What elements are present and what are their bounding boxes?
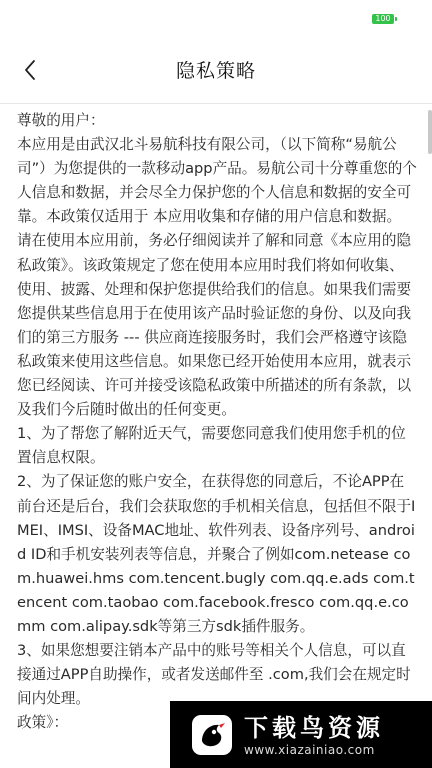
policy-tail-paragraph: 政策》： [17, 714, 69, 732]
site-watermark [170, 701, 432, 768]
scrollbar[interactable] [428, 110, 432, 154]
page-title: 隐私策略 [175, 60, 256, 82]
greeting-paragraph: 尊敬的用户： [17, 112, 105, 129]
watermark-url: www.xiazainiao.com [244, 742, 375, 757]
device-info-paragraph: 2、为了保证您的账户安全，在获得您的同意后，不论APP在前台还是后台，我们会获取您的手机相关信息，包括但不限于IMEI、IMSI、设备MAC地址、软件列表、设备序列号、android ID和手机安装列表等信息，并聚合了例如com.netease com.huawei.hms com.tencent.bugly com.qq.e.ads com.tencent com.taobao com.facebook.fresco com.qq.e.comm com.alipay.sdk等第三方sdk插件服务。 [17, 473, 416, 635]
consent-paragraph: 请在使用本应用前，务必仔细阅读并了解和同意《本应用的隐私政策》。该政策规定了您在使用本应用时我们将如何收集、使用、披露、处理和保护您提供给我们的信息。如果我们需要您提供某些信息用于在使用该产品时验证您的身份、以及向我们的第三方服务 --- 供应商连接服务时，我们会严格遵守该隐私政策来使用这些信息。如果您已经开始使用本应用，就表示您已经阅读、许可并接受该隐私政策中所描述的所有条款，以及我们今后随时做出的任何变更。 [17, 232, 412, 419]
watermark-text [244, 713, 384, 757]
watermark-title: 下载鸟资源 [244, 713, 384, 742]
status-bar [0, 0, 432, 36]
privacy-policy-content[interactable] [0, 104, 432, 768]
account-deletion-paragraph: 3、如果您想要注销本产品中的账号等相关个人信息，可以直接通过APP自助操作，或者发送邮件至 .com,我们会在规定时间内处理。 [17, 642, 411, 708]
bird-logo-icon [192, 715, 232, 755]
intro-paragraph: 本应用是由武汉北斗易航科技有限公司，（以下简称“易航公司”）为您提供的一款移动app产品。易航公司十分尊重您的个人信息和数据，并会尽全力保护您的个人信息和数据的安全可靠。本政策仅适用于 本应用收集和存储的用户信息和数据。 [17, 136, 417, 226]
location-paragraph: 1、为了帮您了解附近天气，需要您同意我们使用您手机的位置信息权限。 [17, 425, 406, 467]
navigation-bar [0, 36, 432, 104]
battery-icon: 100 [372, 14, 394, 24]
